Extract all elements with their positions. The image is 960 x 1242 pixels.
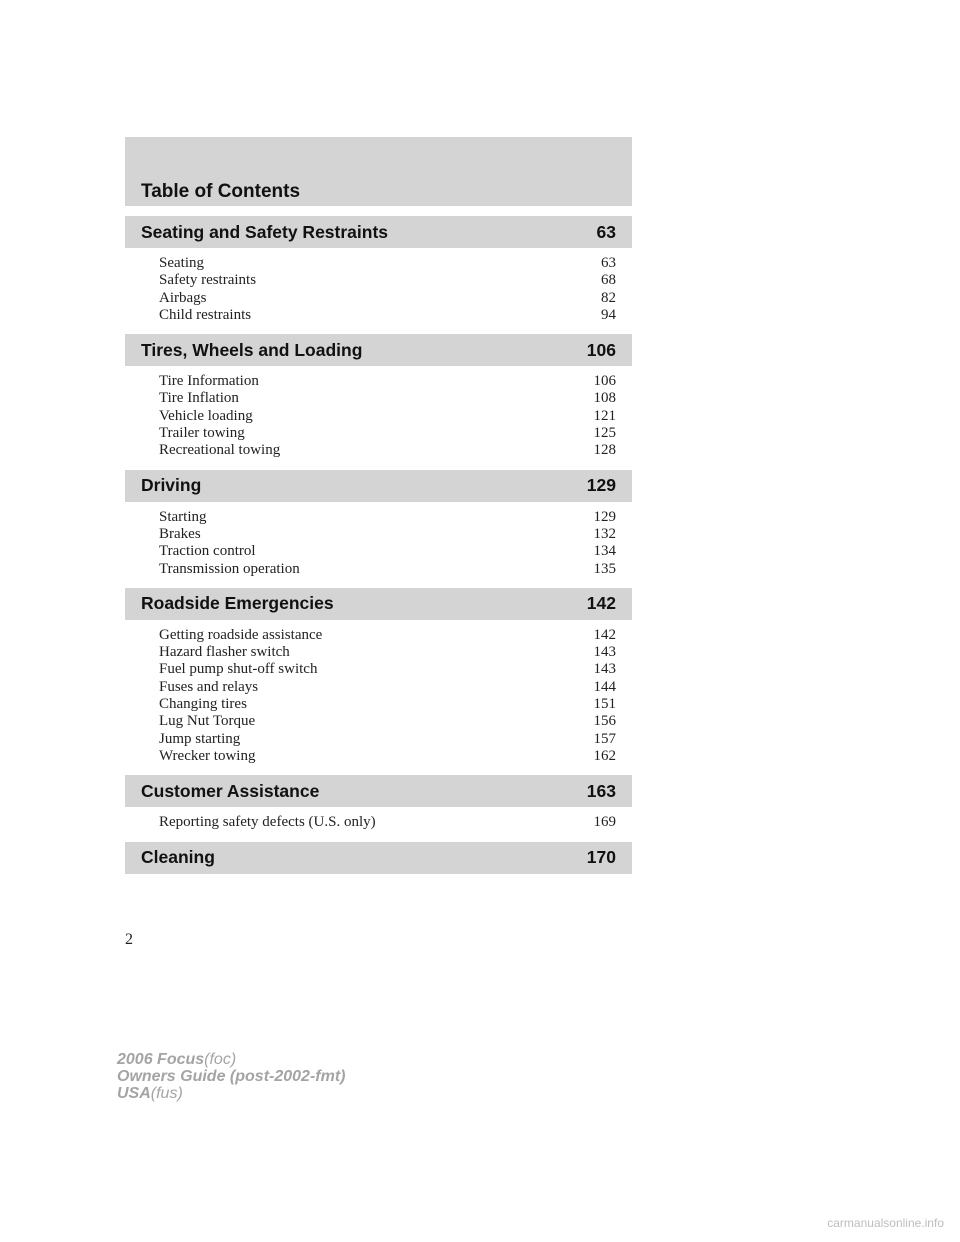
- section-header[interactable]: [125, 334, 632, 366]
- header-band: [125, 137, 632, 206]
- entry-list: [125, 366, 632, 469]
- entry-label: Brakes: [159, 525, 201, 542]
- toc-entry[interactable]: [159, 713, 616, 730]
- section-page: 142: [586, 593, 616, 614]
- section-title: Roadside Emergencies: [141, 593, 334, 614]
- entry-label: Transmission operation: [159, 560, 300, 577]
- toc-entry[interactable]: [159, 290, 616, 307]
- toc-entry[interactable]: [159, 561, 616, 578]
- section-page: 106: [586, 339, 616, 360]
- entry-page: 94: [601, 306, 616, 323]
- entry-page: 142: [593, 626, 616, 643]
- entry-label: Traction control: [159, 543, 256, 560]
- footer-line-2: Owners Guide (post-2002-fmt): [117, 1068, 346, 1085]
- entry-list: [125, 248, 632, 334]
- entry-page: 157: [593, 730, 616, 747]
- entry-label: Child restraints: [159, 306, 252, 323]
- entry-page: 125: [593, 425, 616, 442]
- entry-label: Lug Nut Torque: [159, 713, 256, 730]
- section-spacer: [125, 874, 632, 884]
- toc-entry[interactable]: [159, 408, 616, 425]
- entry-list: [125, 502, 632, 588]
- entry-page: 108: [593, 390, 616, 407]
- toc-entry[interactable]: [159, 661, 616, 678]
- entry-page: 156: [593, 713, 616, 730]
- entry-label: Fuel pump shut-off switch: [159, 661, 318, 678]
- entry-page: 63: [601, 255, 616, 271]
- entry-label: Seating: [159, 255, 204, 271]
- toc-entry[interactable]: [159, 272, 616, 289]
- section-page: 129: [586, 475, 616, 496]
- toc-entry[interactable]: [159, 696, 616, 713]
- entry-list: [125, 807, 632, 841]
- footer-market: USA: [117, 1085, 151, 1102]
- table-of-contents: [125, 216, 632, 884]
- section-page: 170: [586, 847, 616, 868]
- entry-label: Tire Information: [159, 373, 259, 390]
- footer-line-3: [117, 1085, 345, 1102]
- entry-page: 144: [593, 678, 616, 695]
- watermark: carmanualsonline.info: [827, 1216, 944, 1230]
- footer-model-code: (foc): [204, 1051, 237, 1068]
- toc-entry[interactable]: [159, 425, 616, 442]
- section-title: Seating and Safety Restraints: [141, 221, 389, 242]
- toc-entry[interactable]: [159, 679, 616, 696]
- entry-label: Reporting safety defects (U.S. only): [159, 814, 376, 831]
- entry-page: 106: [593, 373, 616, 390]
- entry-page: 129: [593, 508, 616, 525]
- section-title: Driving: [141, 475, 202, 496]
- entry-label: Tire Inflation: [159, 390, 239, 407]
- section-title: Customer Assistance: [141, 780, 320, 801]
- section-title: Tires, Wheels and Loading: [141, 339, 363, 360]
- toc-entry[interactable]: [159, 748, 616, 765]
- section-header[interactable]: [125, 216, 632, 248]
- entry-page: 151: [593, 696, 616, 713]
- footer-model: 2006 Focus: [117, 1051, 205, 1068]
- entry-page: 128: [593, 442, 616, 459]
- toc-entry[interactable]: [159, 509, 616, 526]
- entry-page: 134: [593, 543, 616, 560]
- section-header[interactable]: [125, 470, 632, 502]
- toc-entry[interactable]: [159, 373, 616, 390]
- footer-line-1: [117, 1051, 345, 1068]
- entry-label: Safety restraints: [159, 272, 257, 289]
- entry-page: 143: [593, 644, 616, 661]
- toc-entry[interactable]: [159, 814, 616, 831]
- entry-label: Changing tires: [159, 696, 247, 713]
- toc-entry[interactable]: [159, 255, 616, 272]
- entry-page: 132: [593, 525, 616, 542]
- section-header[interactable]: [125, 775, 632, 807]
- entry-page: 162: [593, 747, 616, 764]
- section-header[interactable]: [125, 842, 632, 874]
- toc-entry[interactable]: [159, 731, 616, 748]
- entry-label: Airbags: [159, 289, 207, 306]
- entry-label: Trailer towing: [159, 425, 245, 442]
- toc-entry[interactable]: [159, 644, 616, 661]
- entry-label: Hazard flasher switch: [159, 644, 290, 661]
- entry-label: Getting roadside assistance: [159, 626, 323, 643]
- entry-page: 169: [593, 814, 616, 831]
- toc-entry[interactable]: [159, 442, 616, 459]
- entry-page: 68: [601, 272, 616, 289]
- entry-label: Fuses and relays: [159, 678, 259, 695]
- toc-entry[interactable]: [159, 526, 616, 543]
- entry-label: Jump starting: [159, 730, 241, 747]
- section-header[interactable]: [125, 588, 632, 620]
- section-page: 163: [586, 780, 616, 801]
- toc-entry[interactable]: [159, 543, 616, 560]
- entry-page: 82: [601, 289, 616, 306]
- entry-page: 121: [593, 407, 616, 424]
- toc-entry[interactable]: [159, 627, 616, 644]
- entry-page: 135: [593, 560, 616, 577]
- section-page: 63: [596, 221, 616, 242]
- entry-page: 143: [593, 661, 616, 678]
- entry-label: Recreational towing: [159, 442, 281, 459]
- footer: [117, 1051, 345, 1102]
- toc-entry[interactable]: [159, 390, 616, 407]
- toc-entry[interactable]: [159, 307, 616, 324]
- entry-label: Vehicle loading: [159, 407, 253, 424]
- page-title: Table of Contents: [141, 181, 301, 202]
- section-title: Cleaning: [141, 847, 215, 868]
- entry-label: Wrecker towing: [159, 747, 256, 764]
- footer-market-code: (fus): [150, 1085, 183, 1102]
- page-number: 2: [125, 931, 133, 948]
- entry-list: [125, 620, 632, 775]
- entry-label: Starting: [159, 508, 207, 525]
